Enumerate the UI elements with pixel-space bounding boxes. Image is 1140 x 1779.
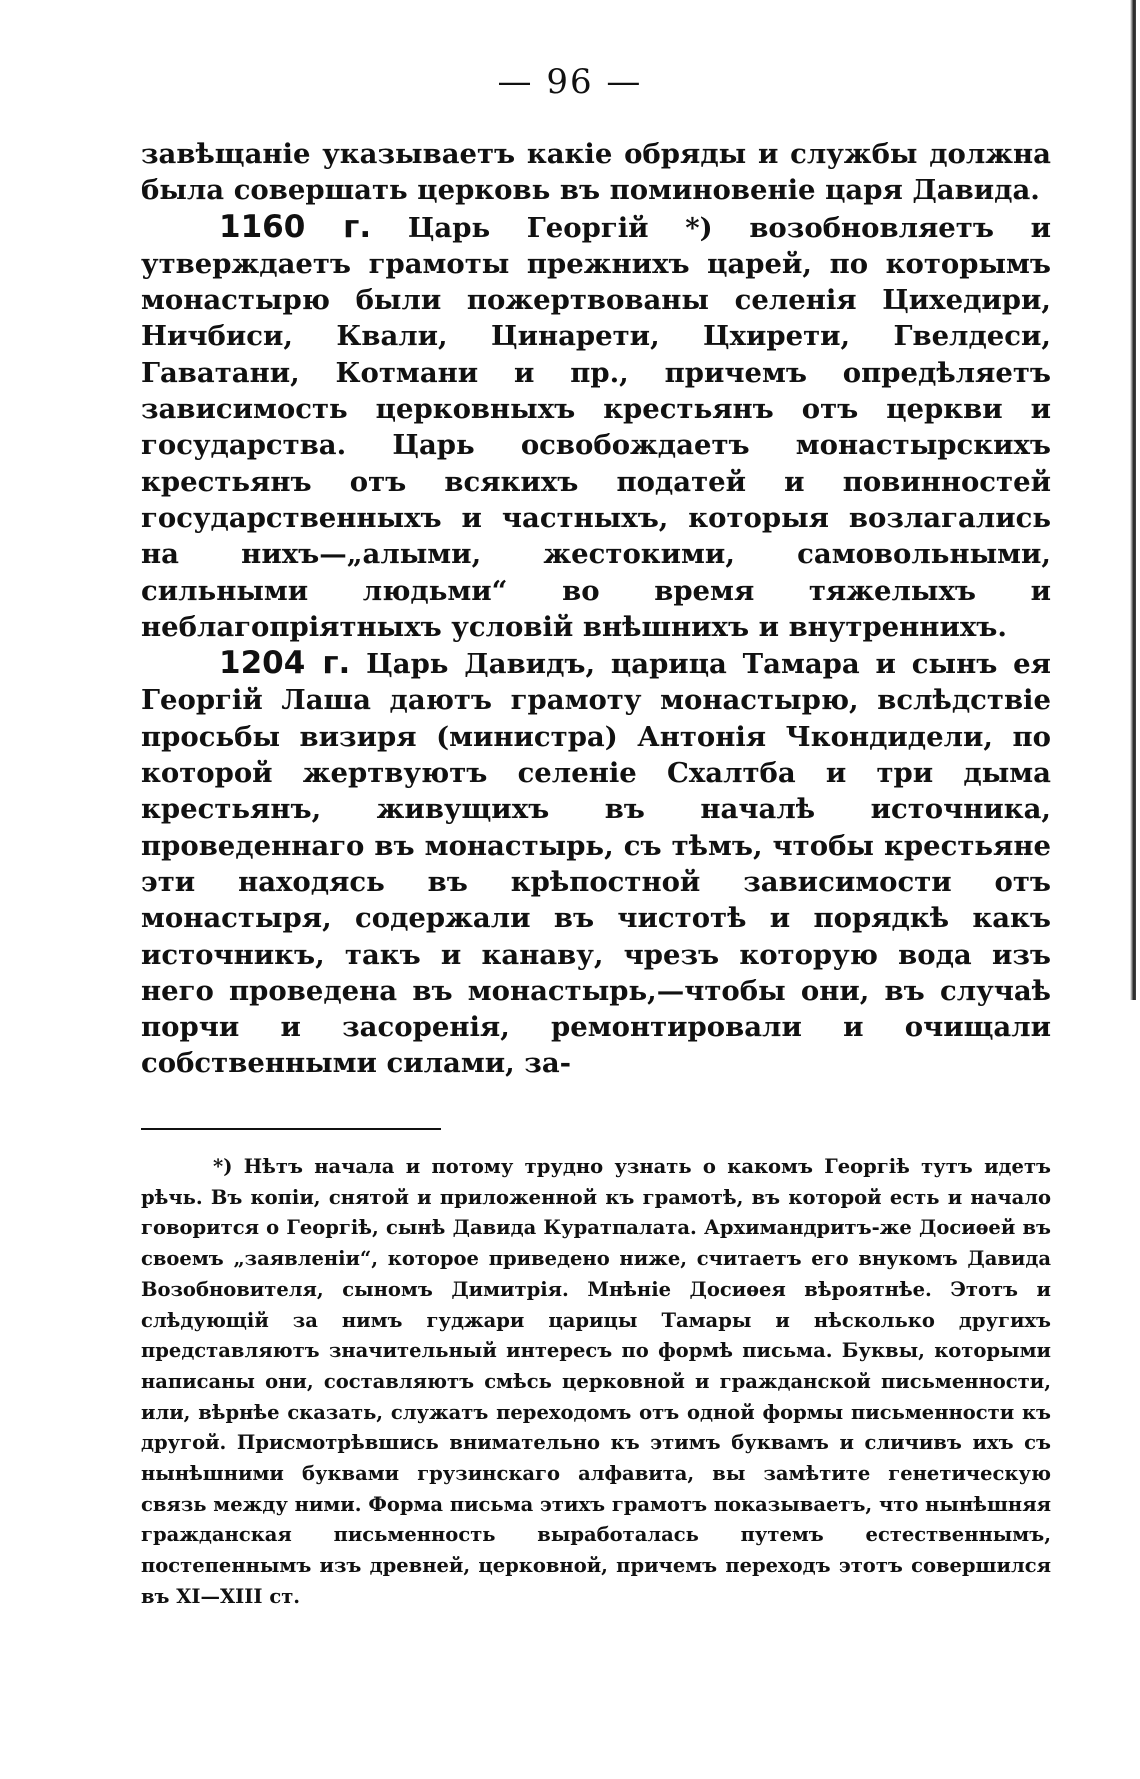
page-edge-shadow bbox=[1130, 0, 1136, 1000]
footnote-divider bbox=[141, 1128, 441, 1130]
year-heading: 1160 г. bbox=[219, 208, 372, 245]
paragraph-continuation bbox=[141, 136, 1051, 209]
paragraph-1204 bbox=[141, 645, 1051, 1082]
paragraph-text: Царь Георгій *) возобновляетъ и утверждаетъ грамоты прежнихъ царей, по которымъ монастырю были пожертвованы селенія Цихедири, Ничбиси, Квали, Цинарети, Цхирети, Гвелдеси, Гаватани, Котмани и пр., причемъ опредѣляетъ зависимость церковныхъ крестьянъ отъ церкви и государства. Царь освобождаетъ монастырскихъ крестьянъ отъ всякихъ податей и повинностей государственныхъ и частныхъ, которыя возлагались на нихъ—„алыми, жестокими, самовольными, сильными людьми“ во время тяжелыхъ и неблагопріятныхъ условій внѣшнихъ и внутреннихъ. bbox=[141, 211, 1051, 643]
paragraph-1160 bbox=[141, 209, 1051, 646]
footnote: *) Нѣтъ начала и потому трудно узнать о какомъ Георгіѣ тутъ идетъ рѣчь. Въ копіи, снятой и приложенной къ грамотѣ, въ которой есть и начало говорится о Георгіѣ, сынѣ Давида Куратпалата. Архимандритъ-же Досиѳей въ своемъ „заявленіи“, которое приведено ниже, считаетъ его внукомъ Давида Возобновителя, сыномъ Димитрія. Мнѣніе Досиѳея вѣроятнѣе. Этотъ и слѣдующій за нимъ гуджари царицы Тамары и нѣсколько другихъ представляютъ значительный интересъ по формѣ письма. Буквы, которыми написаны они, составляютъ смѣсь церковной и гражданской письменности, или, вѣрнѣе сказать, служатъ переходомъ отъ одной формы письменности къ другой. Присмотрѣвшись внимательно къ этимъ буквамъ и сличивъ ихъ съ нынѣшними буквами грузинскаго алфавита, вы замѣтите генетическую связь между ними. Форма письма этихъ грамотъ показываетъ, что нынѣшняя гражданская письменность выработалась путемъ естественнымъ, постепеннымъ изъ древней, церковной, причемъ переходъ этотъ совершился въ XI—XIII ст. bbox=[141, 1155, 1052, 1608]
main-text bbox=[141, 136, 1051, 1082]
year-heading: 1204 г. bbox=[219, 645, 351, 682]
page-number: — 96 — bbox=[497, 62, 643, 102]
paragraph-text: Царь Давидъ, царица Тамара и сынъ ея Георгій Лаша даютъ грамоту монастырю, вслѣдствіе просьбы визиря (министра) Антонія Чкондидели, по которой жертвуютъ селеніе Схалтба и три дыма крестьянъ, живущихъ въ началѣ источника, проведеннаго въ монастырь, съ тѣмъ, чтобы крестьяне эти находясь въ крѣпостной зависимости отъ монастыря, содержали въ чистотѣ и порядкѣ какъ источникъ, такъ и канаву, чрезъ которую вода изъ него проведена въ монастырь,—чтобы они, въ случаѣ порчи и засоренія, ремонтировали и очищали собственными силами, за- bbox=[141, 648, 1051, 1080]
paragraph-text: завѣщаніе указываетъ какіе обряды и службы должна была совершать церковь въ поминовеніе царя Давида. bbox=[141, 138, 1051, 207]
